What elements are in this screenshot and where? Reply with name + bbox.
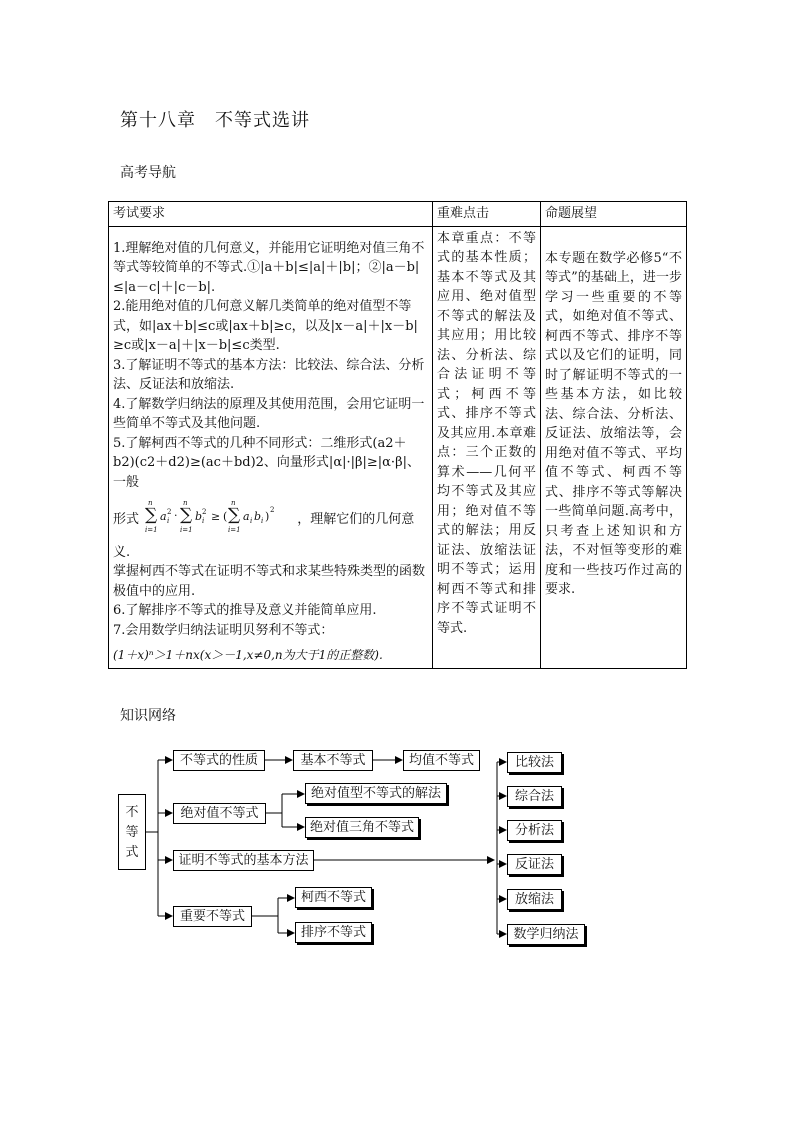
req-7: 7.会用数学归纳法证明贝努利不等式： [113,622,334,638]
svg-text:b: b [254,510,262,523]
header-outlook: 命题展望 [541,202,687,227]
table-body-row [109,226,687,668]
node-method-scaling: 放缩法 [507,889,562,910]
node-method-analysis: 分析法 [507,820,562,841]
outlook-cell: 本专题在数学必修5“不等式”的基础上，进一步学习一些重要的不等式，如绝对值不等式、柯西不等式、排序不等式以及它们的证明，同时了解证明不等式的一些基本方法，如比较法、综合法、分析法、反证法、放缩法等，会用绝对值不等式、平均值不等式、柯西不等式、排序不等式等解决一些简单问题.高考中，只考查上述知识和方法，不对恒等变形的难度和一些技巧作过高的要求. [541,226,687,668]
svg-text:i: i [202,517,205,525]
node-root-inequality [118,794,146,870]
req-2: 2.能用绝对值的几何意义解几类简单的绝对值型不等式，如|ax＋b|≤c或|ax＋b|≥c，以及|x－a|＋|x－b|≥c或|x－a|＋|x－b|≤c类型. [113,299,418,353]
req-5-form-line [113,496,428,562]
svg-text:(: ( [223,510,228,523]
svg-text:n: n [148,499,153,507]
svg-text:2: 2 [167,508,172,516]
req-5-form-label: 形式 [113,511,140,527]
svg-text:i: i [250,517,253,525]
svg-text:i=1: i=1 [228,526,241,534]
svg-text:i: i [261,517,264,525]
req-1: 1.理解绝对值的几何意义，并能用它证明绝对值三角不等式等较简单的不等式.①|a＋b|≤|a|＋|b|；②|a－b|≤|a－c|＋|c－b|. [113,240,425,295]
req-6: 6.了解排序不等式的推导及意义并能简单应用. [113,603,377,618]
node-abs-solve: 绝对值型不等式的解法 [305,783,447,804]
guide-table [108,201,687,669]
svg-text:∑: ∑ [228,505,241,525]
svg-text:): ) [265,510,270,523]
cauchy-general-formula [143,496,293,543]
bernoulli-formula: (1＋x)ⁿ＞1＋nx(x＞－1,x≠0,n为大于1的正整数). [113,648,383,662]
svg-text:i=1: i=1 [145,526,158,534]
req-5b: 掌握柯西不等式在证明不等式和求某些特殊类型的函数极值中的应用. [113,564,426,599]
node-root-label: 不等式 [125,805,139,860]
section-network-label: 知识网络 [120,708,176,724]
node-method-synthesis: 综合法 [507,786,562,807]
req-4: 4.了解数学归纳法的原理及其使用范围，会用它证明一些简单不等式及其他问题. [113,396,425,431]
svg-text:a: a [160,510,167,523]
node-rearrangement: 排序不等式 [295,922,372,943]
node-abs-inequality: 绝对值不等式 [173,803,266,824]
svg-text:≥: ≥ [211,510,221,523]
node-abs-triangle: 绝对值三角不等式 [305,817,419,838]
header-requirements: 考试要求 [109,202,433,227]
req-5: 5.了解柯西不等式的几种不同形式：二维形式(a2＋b2)(c2＋d2)≥(ac＋bd)2、向量形式|α|·|β|≥|α·β|、一般 [113,435,420,490]
key-points-cell: 本章重点：不等式的基本性质；基本不等式及其应用、绝对值型不等式的解法及其应用；用比较法、分析法、综合法证明不等式；柯西不等式、排序不等式及其应用.本章难点：三个正数的算术——几何平均不等式及其应用；绝对值不等式的解法；用反证法、放缩法证明不等式；运用柯西不等式和排序不等式证明不等式. [433,226,541,668]
table-header-row [109,202,687,227]
node-properties: 不等式的性质 [173,750,265,771]
svg-text:2: 2 [202,508,207,516]
cauchy-formula-image [143,496,293,536]
svg-text:i=1: i=1 [180,526,193,534]
page-title: 第十八章 不等式选讲 [120,110,310,131]
node-method-contradiction: 反证法 [507,854,562,875]
header-key-points: 重难点击 [433,202,541,227]
node-basic-inequality: 基本不等式 [293,750,373,771]
svg-text:n: n [231,499,236,507]
node-cauchy: 柯西不等式 [295,887,372,908]
section-guide-label: 高考导航 [120,165,176,181]
svg-text:a: a [243,510,250,523]
node-method-comparison: 比较法 [507,752,562,773]
svg-text:b: b [195,510,203,523]
node-mean-inequality: 均值不等式 [403,750,480,771]
svg-text:i: i [167,517,170,525]
node-method-induction: 数学归纳法 [507,924,585,945]
svg-text:n: n [183,499,188,507]
svg-text:2: 2 [270,506,275,514]
requirements-cell [109,226,433,668]
node-important-inequality: 重要不等式 [173,906,252,927]
node-proof-methods: 证明不等式的基本方法 [173,850,314,871]
svg-text:·: · [174,509,178,522]
svg-text:∑: ∑ [145,505,158,525]
req-5-form-tail: ，理解它们的几何意义. [113,511,415,560]
req-3: 3.了解证明不等式的基本方法：比较法、综合法、分析法、反证法和放缩法. [113,357,425,392]
svg-text:∑: ∑ [180,505,193,525]
